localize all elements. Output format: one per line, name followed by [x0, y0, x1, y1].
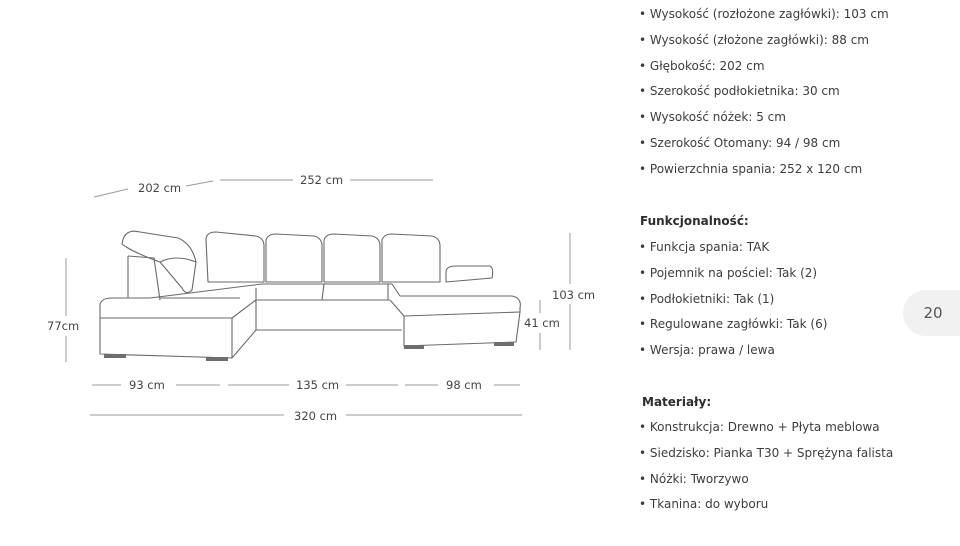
functionality-item: • Funkcja spania: TAK — [639, 235, 827, 261]
functionality-list — [639, 235, 827, 364]
spec-item: • Wysokość (złożone zagłówki): 88 cm — [639, 28, 889, 54]
functionality-heading: Funkcjonalność: — [640, 214, 749, 228]
spec-item: • Wysokość nóżek: 5 cm — [639, 105, 889, 131]
materials-heading: Materiały: — [642, 395, 712, 409]
spec-item: • Powierzchnia spania: 252 x 120 cm — [639, 157, 889, 183]
material-item: • Nóżki: Tworzywo — [639, 467, 893, 493]
spec-item: • Wysokość (rozłożone zagłówki): 103 cm — [639, 2, 889, 28]
materials-list — [639, 415, 893, 518]
functionality-item: • Wersja: prawa / lewa — [639, 338, 827, 364]
dim-label-320: 320 cm — [294, 409, 338, 423]
page-number-badge: 20 — [903, 290, 960, 336]
spec-item: • Szerokość Otomany: 94 / 98 cm — [639, 131, 889, 157]
dim-label-98: 98 cm — [446, 378, 482, 392]
spec-item: • Szerokość podłokietnika: 30 cm — [639, 79, 889, 105]
material-item: • Konstrukcja: Drewno + Płyta meblowa — [639, 415, 893, 441]
dim-label-252: 252 cm — [300, 173, 344, 187]
spec-item: • Głębokość: 202 cm — [639, 54, 889, 80]
dimension-spec-list — [639, 2, 889, 183]
dim-label-depth: 202 cm — [138, 181, 182, 195]
material-item: • Siedzisko: Pianka T30 + Sprężyna falista — [639, 441, 893, 467]
functionality-item: • Podłokietniki: Tak (1) — [639, 287, 827, 313]
dim-line-depth — [186, 181, 213, 186]
functionality-item: • Regulowane zagłówki: Tak (6) — [639, 312, 827, 338]
corner-sofa-drawing — [100, 231, 520, 361]
material-item: • Tkanina: do wyboru — [639, 492, 893, 518]
dim-line-depth — [94, 189, 128, 197]
dim-label-77: 77cm — [47, 319, 80, 333]
functionality-item: • Pojemnik na pościel: Tak (2) — [639, 261, 827, 287]
dim-label-41: 41 cm — [524, 316, 560, 330]
dim-label-135: 135 cm — [296, 378, 340, 392]
dim-label-103: 103 cm — [552, 288, 596, 302]
dim-label-93: 93 cm — [129, 378, 165, 392]
